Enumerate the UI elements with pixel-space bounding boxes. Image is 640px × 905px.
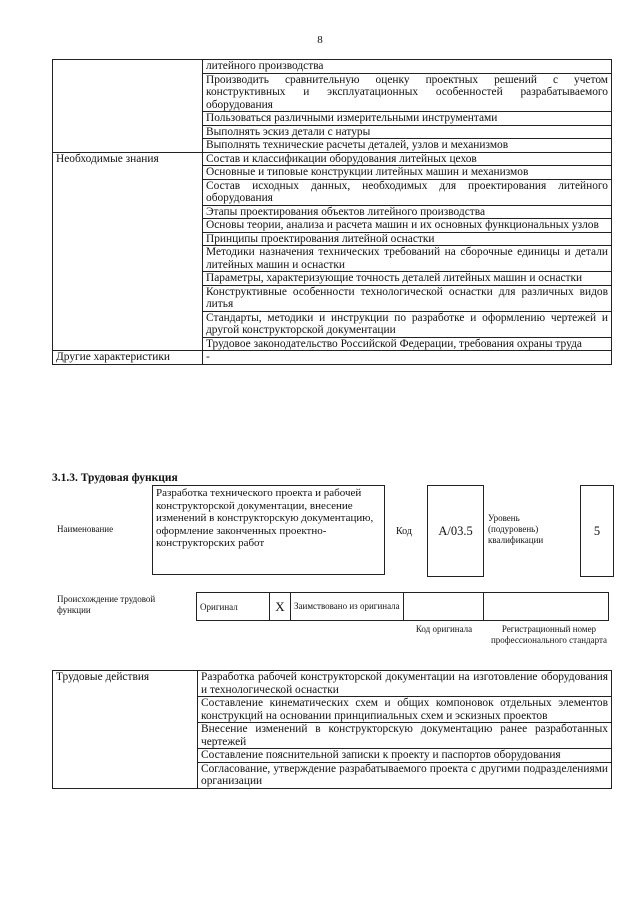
- original-label: Оригинал: [197, 593, 270, 621]
- table-cell: Производить сравнительную оценку проектных решений с учетом конструктивных и эксплуатационных особенностей разрабатываемого оборудования: [203, 73, 612, 112]
- labor-actions-table: [52, 670, 612, 789]
- reg-number-cell: [484, 593, 609, 621]
- row-label: Необходимые знания: [53, 152, 203, 351]
- table-cell: Составление пояснительной записки к проекту и паспортов оборудования: [198, 749, 612, 763]
- table-cell: Параметры, характеризующие точность деталей литейных машин и оснастки: [203, 272, 612, 286]
- code-original-caption: Код оригинала: [415, 624, 473, 634]
- table-cell: Трудовое законодательство Российской Федерации, требования охраны труда: [203, 337, 612, 351]
- page-number: 8: [317, 34, 323, 46]
- table-row: [53, 152, 612, 166]
- table-cell: Выполнять эскиз детали с натуры: [203, 125, 612, 139]
- table-row: [53, 671, 612, 697]
- table-cell: Состав и классификации оборудования литейных цехов: [203, 152, 612, 166]
- table-cell: Внесение изменений в конструкторскую документацию ранее разработанных чертежей: [198, 723, 612, 749]
- code-label: Код: [396, 526, 412, 537]
- table-row: [197, 593, 609, 621]
- row-label: Трудовые действия: [53, 671, 198, 789]
- name-label: Наименование: [57, 524, 114, 534]
- section-heading: 3.1.3. Трудовая функция: [52, 472, 178, 484]
- table-cell: Выполнять технические расчеты деталей, узлов и механизмов: [203, 139, 612, 153]
- table-cell: Разработка рабочей конструкторской документации на изготовление оборудования и технологической оснастки: [198, 671, 612, 697]
- table-row: [53, 60, 612, 74]
- function-name-box: Разработка технического проекта и рабочей конструкторской документации, внесение изменений в конструкторскую документацию, оформление законченных проектно-конструкторских работ: [152, 485, 385, 575]
- code-value: А/03.5: [427, 485, 484, 577]
- code-original-cell: [404, 593, 484, 621]
- table-cell: Согласование, утверждение разрабатываемого проекта с другими подразделениями организации: [198, 762, 612, 788]
- table-cell: Пользоваться различными измерительными инструментами: [203, 112, 612, 126]
- table-cell: Основные и типовые конструкции литейных машин и механизмов: [203, 166, 612, 180]
- table-cell: Стандарты, методики и инструкции по разработке и оформлению чертежей и другой конструкторской документации: [203, 311, 612, 337]
- table-cell: Принципы проектирования литейной оснастки: [203, 232, 612, 246]
- table-cell: Состав исходных данных, необходимых для проектирования литейного оборудования: [203, 179, 612, 205]
- row-label: [53, 60, 203, 153]
- table-row: [53, 351, 612, 365]
- table-cell: Составление кинематических схем и общих компоновок отдельных элементов конструкций на основании принципиальных схем и эскизных проектов: [198, 697, 612, 723]
- reg-number-caption: Регистрационный номер профессионального стандарта: [490, 624, 608, 645]
- row-label: Другие характеристики: [53, 351, 203, 365]
- origin-table: [196, 592, 609, 621]
- level-label: Уровень (подуровень) квалификации: [488, 513, 544, 545]
- table-cell: Методики назначения технических требований на сборочные единицы и детали литейных машин и оснастки: [203, 246, 612, 272]
- original-mark: X: [270, 593, 291, 621]
- table-cell: -: [203, 351, 612, 365]
- table-cell: литейного производства: [203, 60, 612, 74]
- skills-knowledge-table: [52, 59, 612, 365]
- level-value: 5: [580, 485, 614, 577]
- borrowed-label: Заимствовано из оригинала: [291, 593, 404, 621]
- table-cell: Конструктивные особенности технологической оснастки для различных видов литья: [203, 285, 612, 311]
- table-cell: Основы теории, анализа и расчета машин и их основных функциональных узлов: [203, 219, 612, 233]
- table-cell: Этапы проектирования объектов литейного производства: [203, 205, 612, 219]
- origin-label: Происхождение трудовой функции: [57, 594, 156, 615]
